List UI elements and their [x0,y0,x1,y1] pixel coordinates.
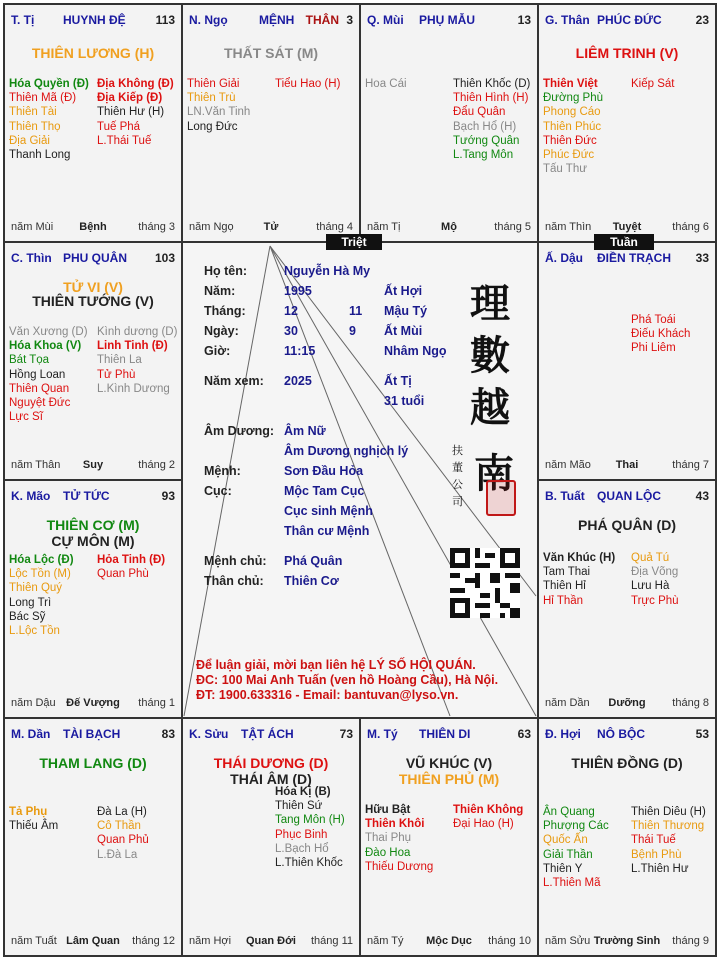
view-year-can: Ất Tị [384,374,412,388]
palace-header [545,13,709,29]
life-stage: Mộ [441,221,457,233]
palace-name: PHU QUÂN [63,251,128,265]
minor-star: Tả Phụ [9,806,48,818]
minor-star: Quan Phù [97,568,149,581]
palace-name: TỬ TỨC [63,489,110,503]
palace-number: 103 [154,251,175,265]
minor-star: Thiên Hỉ [543,580,586,593]
contact-line-3: ĐT: 1900.633316 - Email: bantuvan@lyso.vn. [196,688,459,702]
palace-header [545,727,709,743]
month-label: tháng 2 [138,459,175,471]
view-year-value: 2025 [284,374,312,388]
minor-star: Quả Tú [631,552,670,564]
thanchu-value: Thiên Cơ [284,574,339,588]
palace-footer [545,221,709,235]
month-lunar: 11 [349,304,363,318]
minor-star: Văn Xương (D) [9,326,88,338]
right-stars [97,805,149,862]
minor-star: L.Tang Môn [453,149,514,162]
minor-star: Đường Phù [543,92,603,105]
palace-cell[interactable] [4,480,182,718]
palace-number: 3 [346,13,353,27]
info-panel [204,264,464,594]
palace-footer [11,697,175,711]
year-label: năm Thìn [545,221,592,233]
cuc-note-2: Thân cư Mệnh [284,524,370,538]
minor-star: Thiên Quý [9,582,63,595]
palace-cell[interactable] [538,480,716,718]
minor-star: Bác Sỹ [9,610,46,623]
right-stars [97,553,165,581]
minor-star: Thiên Tài [9,106,57,119]
minor-star: Thanh Long [9,149,71,162]
minor-star: Long Đức [187,120,238,133]
palace-cell[interactable] [182,718,360,956]
minor-star: L.Thiên Khốc [275,857,343,870]
palace-header [367,727,531,743]
main-star: TỬ VI (V) [63,279,123,295]
cuc-value: Mộc Tam Cục [284,484,365,498]
minor-star: Thiên Quan [9,382,70,395]
right-stars [631,551,679,608]
right-stars [453,803,523,831]
palace-footer [189,221,353,235]
minor-star: Lưu Hà [631,580,670,593]
year-value: 1995 [284,284,312,298]
palace-name: TÀI BẠCH [63,727,121,741]
minor-star: Địa Võng [631,566,679,579]
palace-number: 53 [695,727,709,741]
palace-cell[interactable] [360,4,538,242]
minor-star: Văn Khúc (H) [543,552,616,564]
minor-star: Thiên Giải [187,78,240,90]
palace-branch: C. Thìn [11,251,52,265]
main-star: THIÊN LƯƠNG (H) [31,45,155,61]
palace-cell[interactable] [538,718,716,956]
main-star: VŨ KHÚC (V) [405,755,493,771]
minor-star: L.Lộc Tồn [9,625,60,638]
palace-name: TẬT ÁCH [241,727,294,741]
minor-star: Tử Phù [97,368,136,381]
minor-star: Trực Phù [631,594,679,607]
main-star: THIÊN TƯỚNG (V) [32,293,154,309]
palace-footer [11,221,175,235]
palace-branch: Đ. Hợi [545,727,581,741]
qr-code-icon [450,548,520,618]
main-star: CỰ MÔN (M) [51,533,135,549]
palace-header [545,489,709,505]
main-star: THIÊN ĐỒNG (D) [571,755,683,771]
month-label: tháng 6 [672,221,709,233]
palace-header [189,13,353,29]
palace-cell[interactable] [4,4,182,242]
year-label: năm Thân [11,459,61,471]
left-stars [9,77,89,162]
calligraphy-seal [452,272,522,522]
main-star: PHÁ QUÂN (D) [578,517,676,533]
minor-star: Tướng Quân [453,134,520,147]
minor-star: Bát Tọa [9,354,50,367]
palace-footer [367,221,531,235]
than-marker: THÂN [305,13,339,27]
minor-star: Long Trì [9,596,52,609]
calligraphy-char-2: 數 [470,332,510,379]
month-label: tháng 10 [488,935,531,947]
minor-star: Thiên Khôi [365,818,425,831]
year-label: năm Hợi [189,935,232,947]
minor-star: Hóa Lộc (Đ) [9,554,74,566]
right-stars [631,313,690,356]
month-can: Mậu Tý [384,304,428,318]
left-stars [365,77,407,91]
minor-star: Hỏa Tinh (Đ) [97,554,166,566]
day-can: Ất Mùi [384,324,423,338]
minor-star: Địa Không (Đ) [97,78,174,90]
year-can: Ất Hợi [384,284,423,298]
minor-star: Kiếp Sát [631,78,675,90]
life-stage: Suy [82,459,104,471]
left-stars [543,551,615,608]
palace-cell[interactable] [538,242,716,480]
palace-name: MỆNH [259,13,295,27]
minor-star: Lộc Tồn (M) [9,568,71,581]
month-label: tháng 1 [138,697,175,709]
life-stage: Thai [615,459,639,471]
calligraphy-char-1: 理 [470,280,510,327]
minor-star: Quan Phủ [97,834,149,847]
main-star: LIÊM TRINH (V) [575,45,679,61]
name-label: Họ tên: [204,264,248,278]
palace-name: PHỤ MẪU [419,13,475,27]
right-stars [97,77,174,148]
amduong-note: Âm Dương nghịch lý [284,444,409,458]
minor-star: Phá Toái [631,314,676,326]
palace-footer [11,459,175,473]
minor-star: Hóa Khoa (V) [9,340,82,353]
palace-branch: M. Tý [367,727,398,741]
red-seal-icon [486,480,516,516]
minor-star: L.Thiên Mã [543,877,601,890]
main-star: THẤT SÁT (M) [223,45,319,61]
palace-footer [545,935,709,949]
main-star: THAM LANG (D) [39,755,147,771]
minor-star: Đào Hoa [365,846,411,859]
palace-number: 73 [339,727,353,741]
minor-star: Thiên Không [453,804,524,816]
minor-star: Hóa Kị (B) [275,786,331,798]
right-stars [275,77,340,91]
left-stars [187,77,250,134]
palace-name: QUAN LỘC [597,489,661,503]
calligraphy-char-3: 越 [470,384,510,431]
palace-number: 63 [517,727,531,741]
palace-branch: K. Sửu [189,727,229,741]
left-stars [9,553,74,638]
right-stars [631,805,706,876]
minor-star: Cô Thần [97,820,141,833]
life-stage: Quan Đới [246,935,296,947]
minor-star: Hỉ Thần [543,594,584,607]
minor-star: Thiên Sứ [275,800,323,813]
life-stage: Trường Sinh [593,935,661,947]
day-label: Ngày: [204,324,239,338]
minor-star: Thiên Hư (H) [97,106,165,119]
palace-header [189,727,353,743]
minor-star: Điếu Khách [631,328,691,341]
minor-star: Quốc Ấn [543,834,588,847]
minor-star: L.Bạch Hổ [275,842,329,855]
minor-star: Tam Thai [543,566,591,579]
minor-star: Thái Tuế [631,834,676,847]
minor-star: Thiên Việt [543,78,598,90]
minor-star: Phục Binh [275,828,328,841]
minor-star: Phi Liêm [631,342,676,355]
year-label: năm Ngọ [189,221,234,233]
life-stage: Dưỡng [608,697,646,709]
minor-star: Thiếu Dương [365,860,434,873]
year-label: năm Dần [545,697,590,709]
palace-name: NÔ BỘC [597,727,645,741]
life-stage: Tử [263,221,279,233]
minor-star: Hóa Quyền (Đ) [9,78,89,90]
day-value: 30 [284,324,298,338]
minor-star: Giải Thần [543,848,593,861]
year-label: năm Sửu [545,935,591,947]
contact-line-1: Để luận giải, mời bạn liên hệ LÝ SỐ HỘI QUÁN. [196,658,476,672]
menhchu-value: Phá Quân [284,554,343,568]
amduong-label: Âm Dương: [204,424,275,438]
palace-name: PHÚC ĐỨC [597,13,662,27]
minor-star: Thiên Đức [543,134,597,147]
month-label: tháng 11 [310,935,353,947]
right-stars [453,77,530,162]
cuc-label: Cục: [204,484,232,498]
left-stars [9,325,88,424]
minor-star: Thiên Mã (Đ) [9,92,77,105]
month-label: tháng 7 [672,459,709,471]
minor-star: Phượng Các [543,820,609,833]
minor-star: Kình dương (D) [97,326,178,338]
left-stars [9,805,58,833]
minor-star: Hữu Bật [365,804,411,816]
minor-star: Hoa Cái [365,78,407,90]
hour-can: Nhâm Ngọ [384,344,447,358]
palace-branch: G. Thân [545,13,590,27]
palace-number: 83 [161,727,175,741]
tuan-tag: Tuần [594,234,654,250]
month-label: tháng 4 [316,221,353,233]
palace-branch: Ấ. Dậu [545,251,584,265]
life-stage: Đế Vượng [66,697,120,709]
month-label: tháng 9 [672,935,709,947]
minor-star: LN.Văn Tinh [187,106,251,119]
age-value: 31 tuổi [384,394,425,408]
minor-star: Tuế Phá [97,120,141,133]
year-label: năm Mùi [11,221,54,233]
palace-header [11,251,175,267]
year-label: Năm: [204,284,236,298]
palace-number: 13 [517,13,531,27]
main-star: THIÊN CƠ (M) [46,517,140,533]
minor-star: L.Đà La [97,848,138,861]
palace-footer [11,935,175,949]
left-stars [543,77,603,176]
minor-star: Nguyệt Đức [9,397,71,410]
month-label: tháng 8 [672,697,709,709]
month-label: tháng 5 [494,221,531,233]
left-stars [365,803,433,874]
palace-cell[interactable] [4,242,182,480]
minor-star: L.Thái Tuế [97,134,152,147]
right-stars [275,785,345,870]
life-stage: Tuyệt [612,221,642,233]
hour-label: Giờ: [204,344,231,358]
minor-star: Phong Cáo [543,106,601,119]
right-stars [97,325,177,396]
contact-info [196,658,498,703]
minor-star: Linh Tinh (Đ) [97,340,168,353]
thanchu-label: Thân chủ: [204,574,264,588]
minor-star: Thiên Thọ [9,120,61,133]
year-label: năm Tuất [11,935,57,947]
minor-star: Tiểu Hao (H) [275,78,341,90]
palace-branch: K. Mão [11,489,51,503]
view-year-label: Năm xem: [204,374,264,388]
palace-footer [545,459,709,473]
triet-tag: Triệt [326,234,382,250]
minor-star: Thiếu Âm [9,820,59,833]
year-label: năm Mão [545,459,591,471]
menh-label: Mệnh: [204,464,241,478]
minor-star: Thiên Y [543,862,583,875]
minor-star: Thiên Diêu (H) [631,806,706,818]
menhchu-label: Mệnh chủ: [204,554,267,568]
name-value: Nguyễn Hà My [284,264,371,278]
minor-star: Địa Giải [9,134,50,147]
right-stars [631,77,674,91]
palace-name: HUYNH ĐỆ [63,13,126,27]
palace-name: ĐIỀN TRẠCH [597,251,671,265]
year-label: năm Dậu [11,697,56,709]
minor-star: Địa Kiếp (Đ) [97,92,163,105]
minor-star: L.Kình Dương [97,382,170,395]
life-stage: Lâm Quan [66,935,120,947]
minor-star: L.Thiên Hư [631,862,689,875]
minor-star: Đẩu Quân [453,106,506,119]
minor-star: Thai Phụ [365,832,412,845]
palace-branch: T. Tị [11,13,35,27]
palace-branch: N. Ngọ [189,13,228,27]
palace-footer [545,697,709,711]
calligraphy-small: 扶 董 公 司 [452,444,463,508]
year-label: năm Tý [367,935,404,947]
day-lunar: 9 [349,324,356,338]
calligraphy-char-4: 南 [474,450,514,497]
minor-star: Tang Môn (H) [275,814,345,827]
palace-branch: Q. Mùi [367,13,404,27]
palace-footer [367,935,531,949]
palace-footer [189,935,353,949]
palace-header [11,13,175,29]
minor-star: Thiên La [97,354,142,367]
main-star: THIÊN PHỦ (M) [398,771,500,787]
month-label: Tháng: [204,304,246,318]
palace-header [11,489,175,505]
amduong-value: Âm Nữ [284,424,326,438]
palace-name: THIÊN DI [419,727,471,741]
minor-star: Phúc Đức [543,149,595,162]
hour-value: 11:15 [284,344,316,358]
palace-number: 93 [161,489,175,503]
life-stage: Bệnh [79,221,107,233]
minor-star: Thiên Phúc [543,120,602,133]
life-stage: Mộc Dục [426,935,472,947]
main-star: THÁI DƯƠNG (D) [213,755,329,771]
cuc-note: Cục sinh Mệnh [284,504,373,518]
minor-star: Thiên Khốc (D) [453,78,531,90]
palace-cell[interactable] [4,718,182,956]
minor-star: Lực Sĩ [9,411,43,424]
month-value: 12 [284,304,298,318]
palace-number: 33 [695,251,709,265]
palace-number: 113 [155,13,175,27]
minor-star: Tấu Thư [543,163,587,176]
palace-branch: B. Tuất [545,489,585,503]
minor-star: Hồng Loan [9,368,66,381]
palace-number: 43 [695,489,709,503]
minor-star: Bệnh Phù [631,848,682,861]
minor-star: Ân Quang [543,806,595,818]
minor-star: Thiên Trù [187,92,236,105]
minor-star: Thiên Hình (H) [453,92,529,105]
contact-line-2: ĐC: 100 Mai Anh Tuấn (ven hồ Hoàng Cầu), Hà Nội. [196,673,499,687]
palace-header [367,13,531,29]
palace-header [545,251,709,267]
minor-star: Thiên Thương [631,820,705,833]
year-label: năm Tị [367,221,401,233]
palace-branch: M. Dần [11,727,51,741]
minor-star: Đại Hao (H) [453,818,514,831]
month-label: tháng 3 [138,221,175,233]
month-label: tháng 12 [132,935,175,947]
left-stars [543,805,609,890]
minor-star: Đà La (H) [97,806,147,818]
main-star: THÁI ÂM (D) [230,771,312,787]
palace-cell[interactable] [538,4,716,242]
minor-star: Bạch Hổ (H) [453,120,517,133]
menh-value: Sơn Đầu Hỏa [284,464,364,478]
palace-number: 23 [695,13,709,27]
palace-cell[interactable] [182,4,360,242]
palace-header [11,727,175,743]
palace-cell[interactable] [360,718,538,956]
